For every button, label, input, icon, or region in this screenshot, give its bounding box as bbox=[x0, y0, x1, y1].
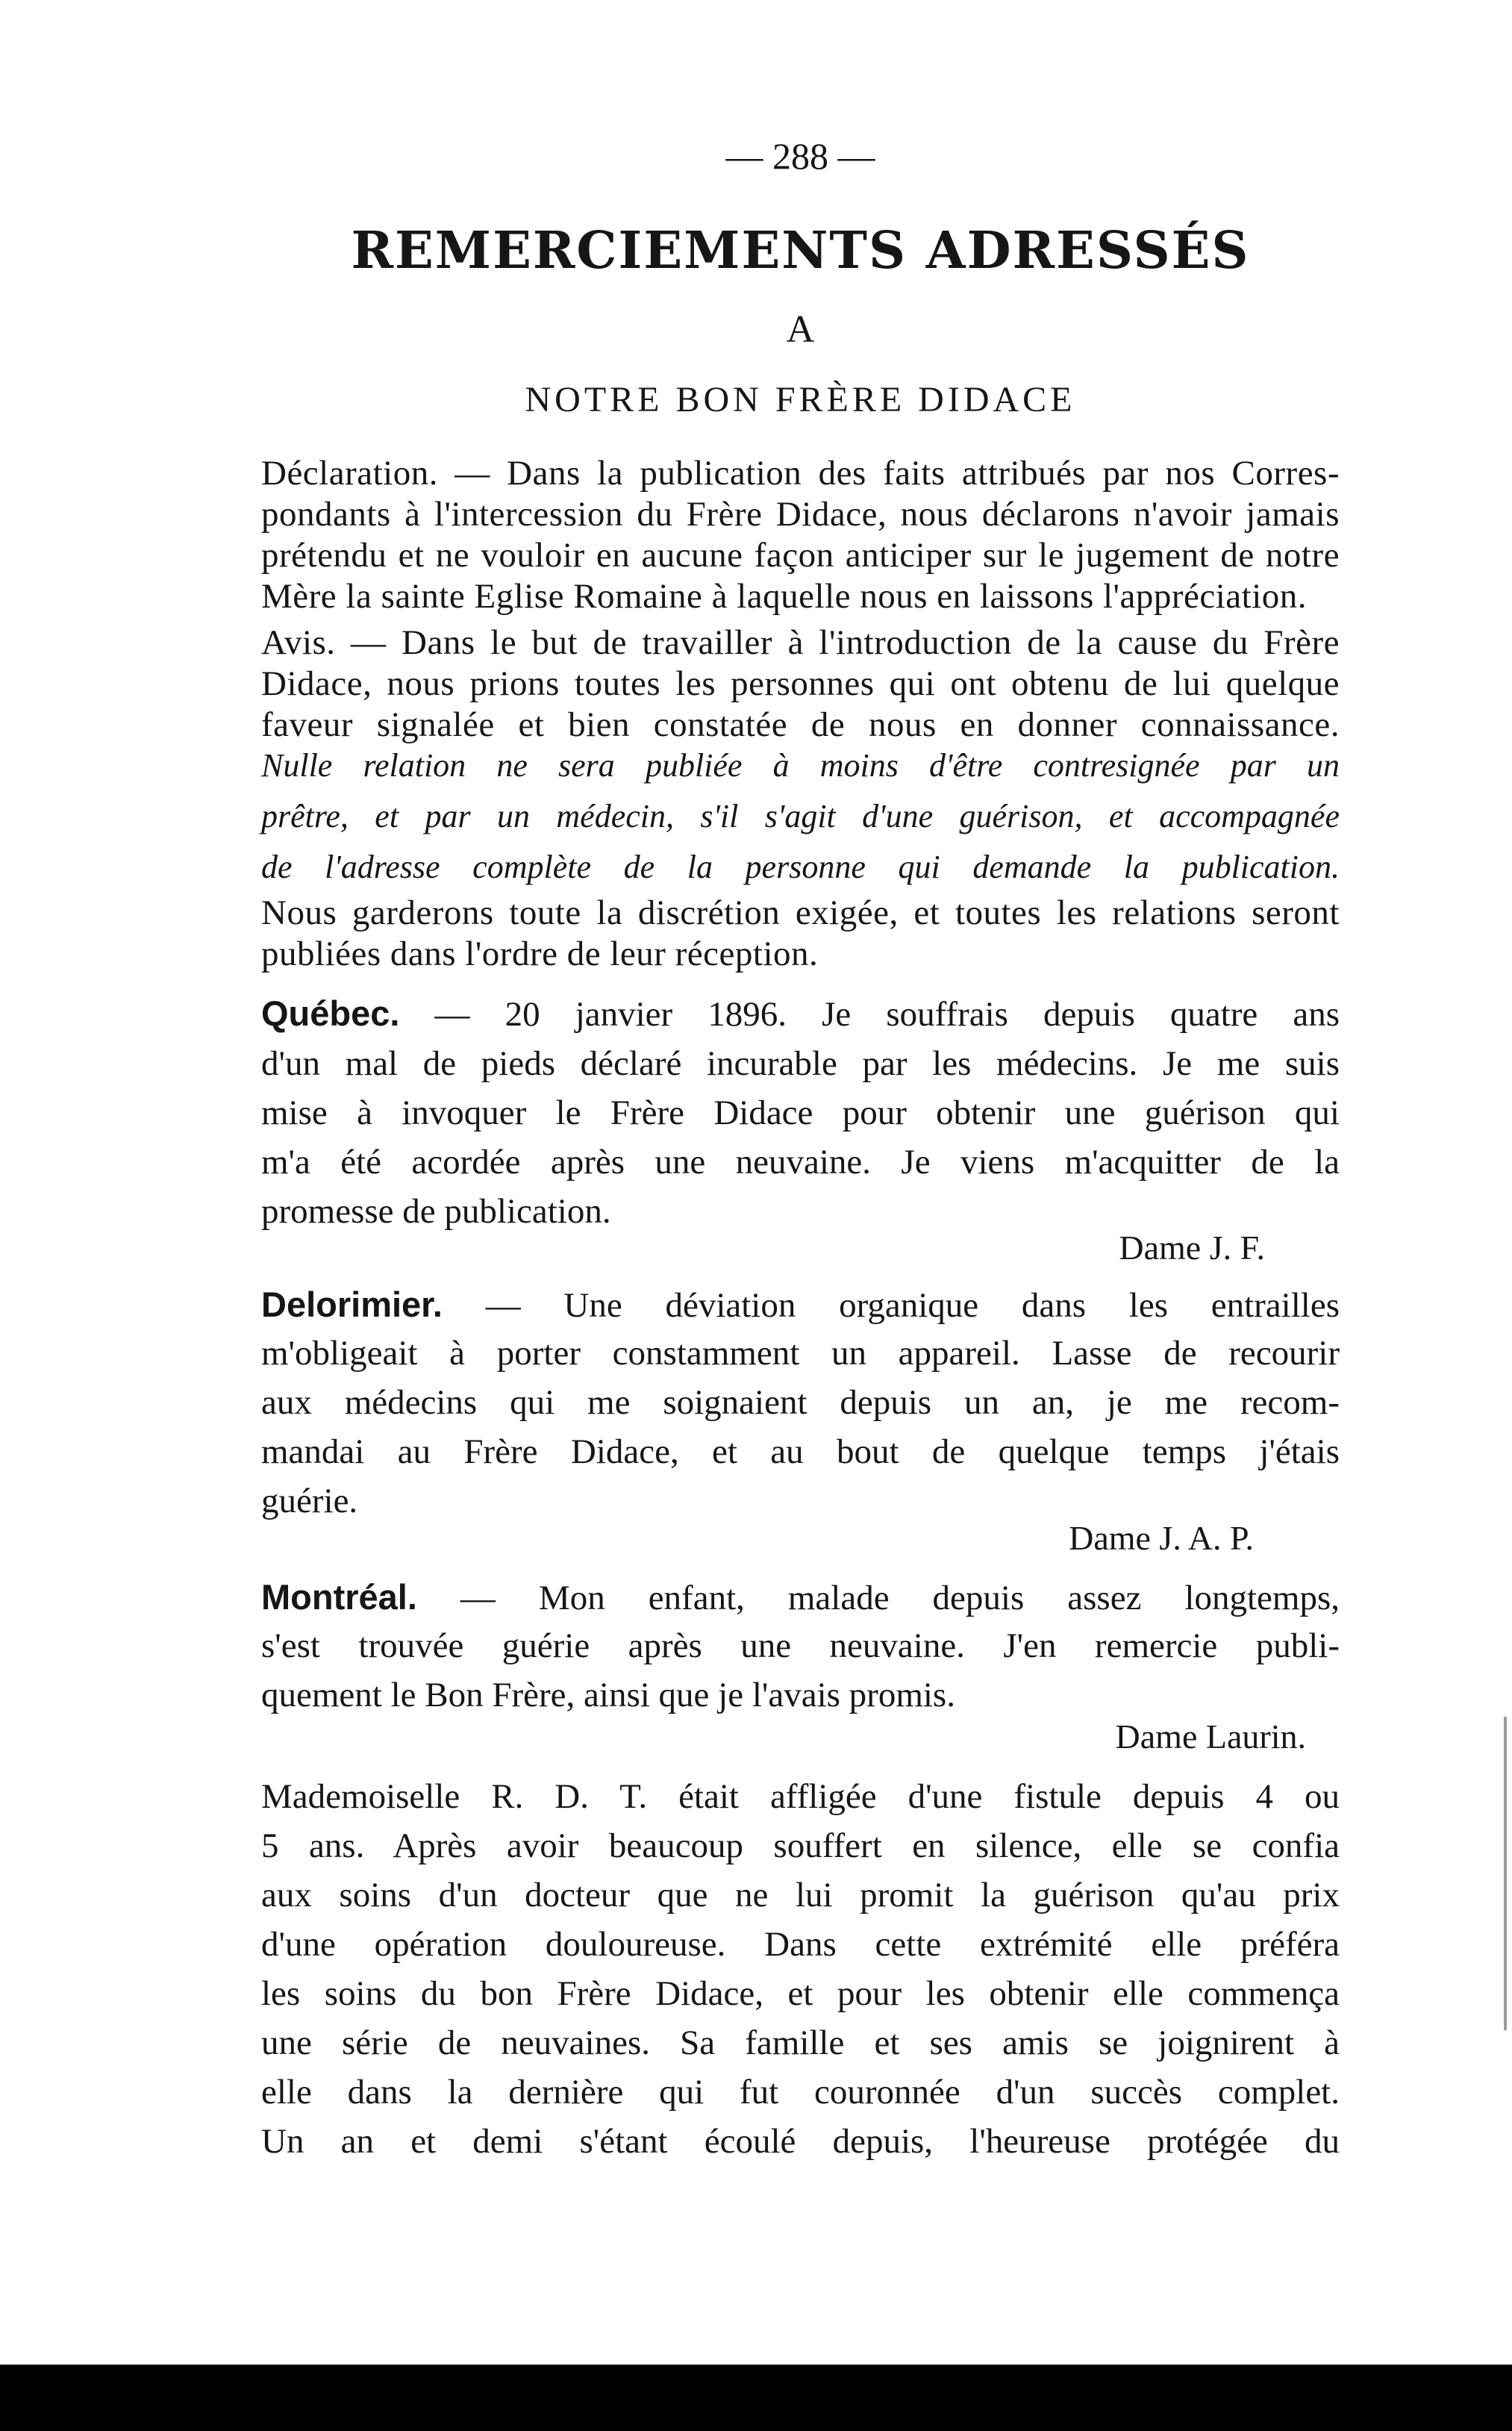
place-name: Québec. bbox=[261, 993, 400, 1033]
final-paragraph-line: 5 ans. Après avoir beaucoup souffert en silence, elle se confia bbox=[261, 1826, 1340, 1865]
page-number: — 288 — bbox=[725, 135, 875, 177]
final-paragraph-line: aux soins d'un docteur que ne lui promit la guérison qu'au prix bbox=[261, 1876, 1340, 1914]
testimony-quebec-line: Québec. — 20 janvier 1896. Je souffrais depuis quatre ans bbox=[261, 993, 1340, 1034]
declaration-line: Mère la sainte Eglise Romaine à laquelle nous en laissons l'appréciation. bbox=[261, 577, 1308, 616]
italic-notice-line: Nulle relation ne sera publiée à moins d'être contresignée par un bbox=[261, 747, 1340, 784]
notice-line: publiées dans l'ordre de leur réception. bbox=[261, 934, 819, 973]
declaration-line: pondants à l'intercession du Frère Didace, nous déclarons n'avoir jamais bbox=[261, 495, 1340, 534]
place-name: Montréal. bbox=[261, 1577, 417, 1617]
testimony-delorimier-line: aux médecins qui me soignaient depuis un an, je me recom- bbox=[261, 1383, 1340, 1422]
avis-line: faveur signalée et bien constatée de nous en donner connaissance. bbox=[261, 705, 1340, 744]
testimony-delorimier-line: Delorimier. — Une déviation organique dans les entrailles bbox=[261, 1285, 1340, 1325]
avis-line: Avis. — Dans le but de travailler à l'introduction de la cause du Frère bbox=[261, 623, 1340, 662]
testimony-delorimier-line: mandai au Frère Didace, et au bout de quelque temps j'étais bbox=[261, 1432, 1340, 1471]
signature: Dame Laurin. bbox=[1115, 1717, 1306, 1756]
testimony-montreal-line: s'est trouvée guérie après une neuvaine. J'en remercie publi- bbox=[261, 1626, 1340, 1665]
declaration-line: prétendu et ne vouloir en aucune façon anticiper sur le jugement de notre bbox=[261, 536, 1340, 575]
testimony-montreal-line: quement le Bon Frère, ainsi que je l'avais promis. bbox=[261, 1676, 955, 1714]
testimony-delorimier-line: m'obligeait à porter constamment un appareil. Lasse de recourir bbox=[261, 1334, 1340, 1373]
page-title: REMERCIEMENTS ADRESSÉS bbox=[351, 221, 1250, 281]
testimony-quebec-line: mise à invoquer le Frère Didace pour obtenir une guérison qui bbox=[261, 1093, 1340, 1132]
scan-edge-mark bbox=[1504, 1717, 1507, 2030]
testimony-delorimier-line: guérie. bbox=[261, 1482, 358, 1520]
scan-bottom-border bbox=[0, 2365, 1512, 2431]
declaration-line: Déclaration. — Dans la publication des faits attribués par nos Corres- bbox=[261, 454, 1340, 493]
final-paragraph-line: elle dans la dernière qui fut couronnée d'un succès complet. bbox=[261, 2073, 1340, 2112]
final-paragraph-line: Un an et demi s'étant écoulé depuis, l'heureuse protégée du bbox=[261, 2122, 1340, 2161]
testimony-quebec-line: m'a été acordée après une neuvaine. Je viens m'acquitter de la bbox=[261, 1143, 1340, 1182]
subtitle-a: A bbox=[786, 308, 815, 351]
final-paragraph-line: une série de neuvaines. Sa famille et ses amis se joignirent à bbox=[261, 2023, 1340, 2062]
testimony-montreal-line: Montréal. — Mon enfant, malade depuis assez longtemps, bbox=[261, 1577, 1340, 1617]
notice-line: Nous garderons toute la discrétion exigée, et toutes les relations seront bbox=[261, 893, 1340, 932]
testimony-quebec-line: promesse de publication. bbox=[261, 1192, 611, 1231]
signature: Dame J. F. bbox=[1119, 1229, 1265, 1267]
final-paragraph-line: les soins du bon Frère Didace, et pour les obtenir elle commença bbox=[261, 1974, 1340, 2013]
avis-line: Didace, nous prions toutes les personnes qui ont obtenu de lui quelque bbox=[261, 664, 1340, 703]
testimony-quebec-line: d'un mal de pieds déclaré incurable par les médecins. Je me suis bbox=[261, 1044, 1340, 1083]
signature: Dame J. A. P. bbox=[1069, 1519, 1254, 1557]
italic-notice-line: prêtre, et par un médecin, s'il s'agit d'une guérison, et accompagnée bbox=[261, 798, 1340, 834]
subtitle-name: NOTRE BON FRÈRE DIDACE bbox=[525, 380, 1076, 419]
final-paragraph-line: Mademoiselle R. D. T. était affligée d'une fistule depuis 4 ou bbox=[261, 1777, 1340, 1816]
italic-notice-line: de l'adresse complète de la personne qui demande la publication. bbox=[261, 849, 1340, 885]
final-paragraph-line: d'une opération douloureuse. Dans cette extrémité elle préféra bbox=[261, 1925, 1340, 1964]
place-name: Delorimier. bbox=[261, 1285, 443, 1324]
